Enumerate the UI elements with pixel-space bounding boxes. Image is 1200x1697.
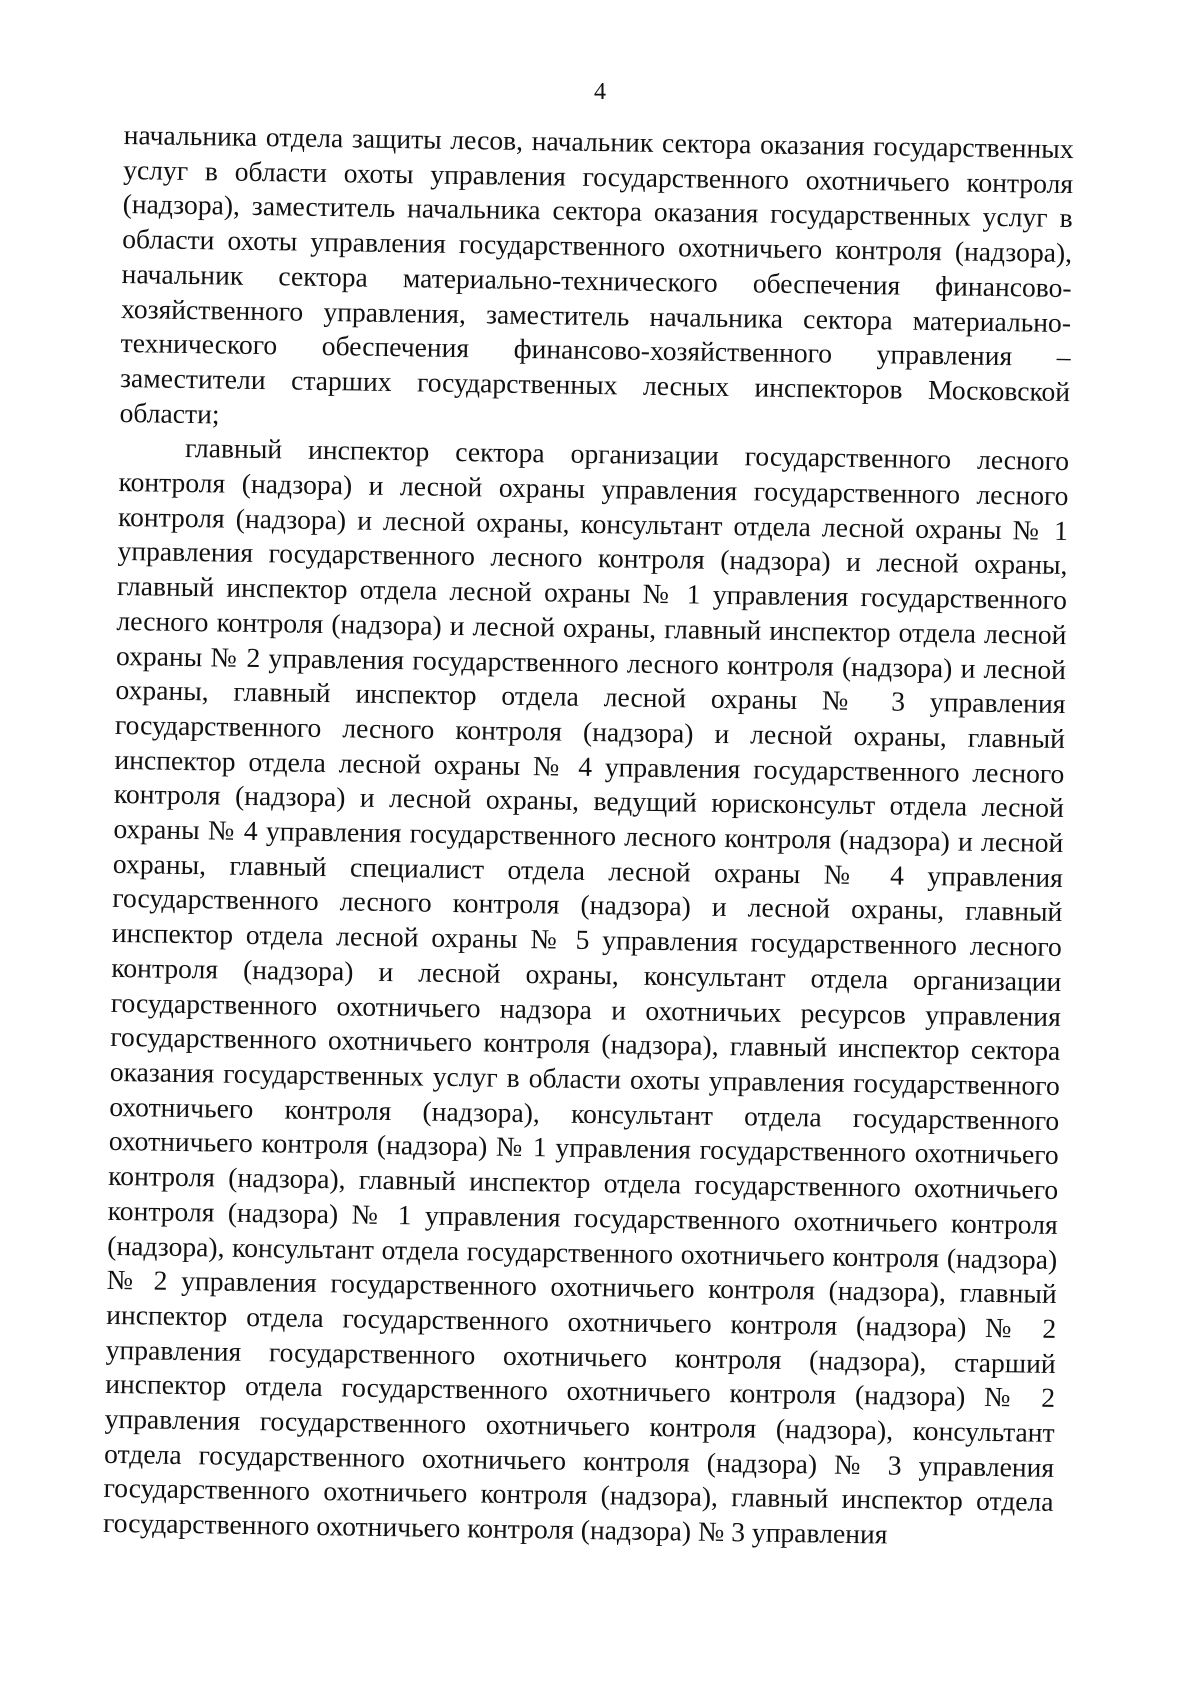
document-body — [103, 118, 1074, 1555]
paragraph-2: главный инспектор сектора организации государственного лесного контроля (надзора) и лесной охраны управления государственного лесного контроля (надзора) и лесной охраны, консультант отдела лесной охраны № 1 управления государственного лесного контроля (надзора) и лесной охраны, главный инспектор отдела лесной охраны № 1 управления государственного лесного контроля (надзора) и лесной охраны, главный инспектор отдела лесной охраны № 2 управления государственного лесного контроля (надзора) и лесной охраны, главный инспектор отдела лесной охраны № 3 управления государственного лесного контроля (надзора) и лесной охраны, главный инспектор отдела лесной охраны № 4 управления государственного лесного контроля (надзора) и лесной охраны, ведущий юрисконсульт отдела лесной охраны № 4 управления государственного лесного контроля (надзора) и лесной охраны, главный специалист отдела лесной охраны № 4 управления государственного лесного контроля (надзора) и лесной охраны, главный инспектор отдела лесной охраны № 5 управления государственного лесного контроля (надзора) и лесной охраны, консультант отдела организации государственного охотничьего надзора и охотничьих ресурсов управления государственного охотничьего контроля (надзора), главный инспектор сектора оказания государственных услуг в области охоты управления государственного охотничьего контроля (надзора), консультант отдела государственного охотничьего контроля (надзора) № 1 управления государственного охотничьего контроля (надзора), главный инспектор отдела государственного охотничьего контроля (надзора) № 1 управления государственного охотничьего контроля (надзора), консультант отдела государственного охотничьего контроля (надзора) № 2 управления государственного охотничьего контроля (надзора), главный инспектор отдела государственного охотничьего контроля (надзора) № 2 управления государственного охотничьего контроля (надзора), старший инспектор отдела государственного охотничьего контроля (надзора) № 2 управления государственного охотничьего контроля (надзора), консультант отдела государственного охотничьего контроля (надзора) № 3 управления государственного охотничьего контроля (надзора), главный инспектор отдела государственного охотничьего контроля (надзора) № 3 управления — [102, 432, 1070, 1550]
paragraph-1: начальника отдела защиты лесов, начальник сектора оказания государственных услуг в области охоты управления государственного охотничьего контроля (надзора), заместитель начальника сектора оказания государственных услуг в области охоты управления государственного охотничьего контроля (надзора), начальник сектора материально-технического обеспечения финансово-хозяйственного управления, заместитель начальника сектора материально-технического обеспечения финансово-хозяйственного управления – заместители старших государственных лесных инспекторов Московской области; — [119, 118, 1074, 430]
page-number: 4 — [594, 79, 606, 105]
